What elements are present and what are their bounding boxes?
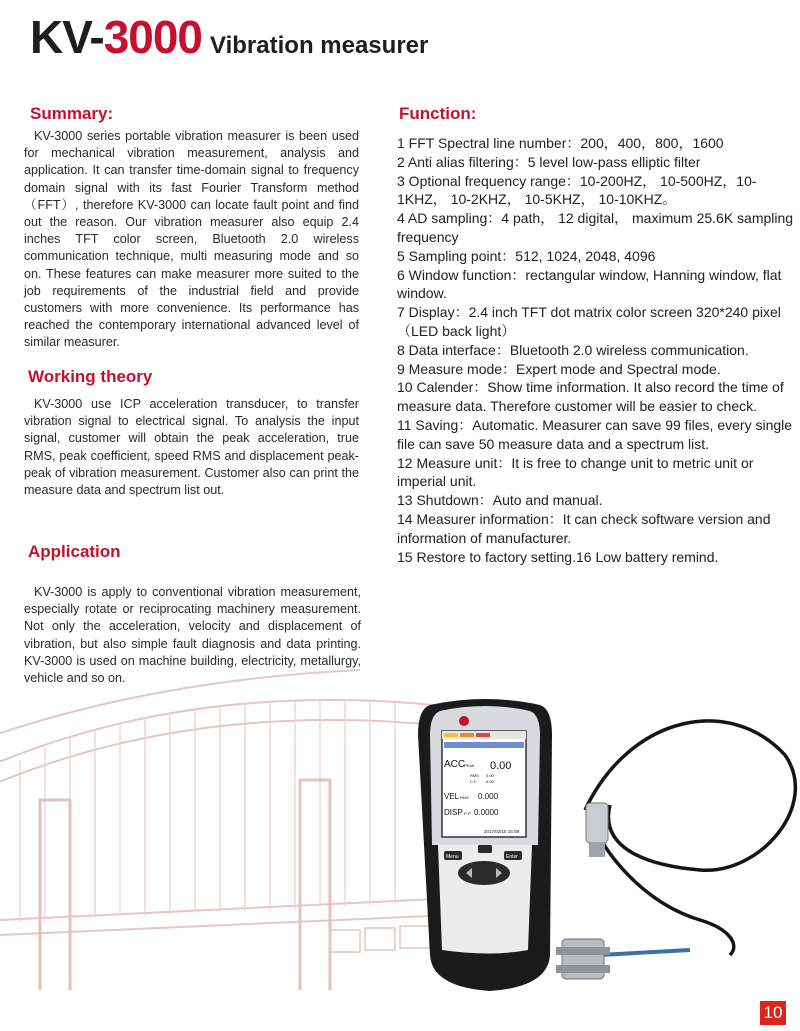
screen-acc-label: ACC xyxy=(444,759,466,770)
page-number-badge: 10 xyxy=(760,1001,786,1025)
list-item: 7 Display：2.4 inch TFT dot matrix color screen 320*240 pixel（LED back light） xyxy=(397,304,781,339)
application-heading: Application xyxy=(28,542,121,561)
working-theory-heading: Working theory xyxy=(28,367,153,386)
list-item: 11 Saving：Automatic. Measurer can save 99 files, every single file can save 50 measure data and a spectrum list. xyxy=(397,416,793,452)
device-screen xyxy=(442,731,526,837)
screen-vel-label: VEL xyxy=(444,792,460,801)
function-heading: Function: xyxy=(399,104,477,123)
screen-cf-label: C.F. xyxy=(470,779,478,784)
screen-vel-value: 0.000 xyxy=(478,792,499,801)
page-title xyxy=(30,10,428,70)
summary-heading: Summary: xyxy=(30,104,114,123)
screen-datetime: 2017/02/15 16:08 xyxy=(484,829,520,834)
screen-disp-value: 0.0000 xyxy=(474,808,499,817)
screen-disp-sub: P-P xyxy=(464,811,471,816)
screen-cf-value: 0.00 xyxy=(486,779,494,784)
enter-key-label: Enter xyxy=(506,854,518,860)
list-item: 4 AD sampling：4 path， 12 digital， maximum 25.6K sampling frequency xyxy=(397,210,794,245)
list-item: 13 Shutdown：Auto and manual. xyxy=(397,492,603,509)
list-item: 14 Measurer information：It can check software version and information of manufacturer. xyxy=(397,510,771,546)
list-item: 12 Measure unit：It is free to change unit to metric unit or imperial unit. xyxy=(397,454,754,490)
list-item: 9 Measure mode：Expert mode and Spectral mode. xyxy=(397,360,721,377)
list-item: 3 Optional frequency range：10-200HZ， 10-500HZ，10-1KHZ， 10-2KHZ， 10-5KHZ， 10-10KHZ。 xyxy=(397,172,757,208)
list-item: 5 Sampling point：512, 1024, 2048, 4096 xyxy=(397,247,656,264)
list-item: 15 Restore to factory setting.16 Low battery remind. xyxy=(397,548,719,565)
screen-vel-sub: RMS xyxy=(460,795,469,800)
screen-acc-value: 0.00 xyxy=(490,760,512,772)
list-item: 6 Window function：rectangular window, Hanning window, flat window. xyxy=(397,266,782,302)
function-list xyxy=(397,134,797,566)
acceleration-sensor xyxy=(556,939,610,979)
screen-rms-value: 0.00 xyxy=(486,773,494,778)
vibration-meter-photo xyxy=(400,695,800,995)
model-number: 3000 xyxy=(103,11,203,63)
sensor-cable xyxy=(585,721,795,870)
working-theory-text: KV-3000 use ICP acceleration transducer, to transfer vibration signal to electrical signal. To analysis the input signal, customer will obtain the peak acceleration, true RMS, peak coefficient, speed RMS and displacement peak-peak of vibration measurement. Customer also can print the measure data and spectrum list out. xyxy=(24,397,359,498)
list-item: 2 Anti alias filtering：5 level low-pass elliptic filter xyxy=(397,153,701,170)
list-item: 1 FFT Spectral line number：200，400，800，1600 xyxy=(397,135,724,151)
model-prefix: KV- xyxy=(30,11,104,63)
screen-disp-label: DISP xyxy=(444,808,463,817)
list-item: 8 Data interface：Bluetooth 2.0 wireless communication. xyxy=(397,341,749,358)
menu-key-label: Menu xyxy=(446,854,459,860)
screen-rms-label: RMS xyxy=(470,773,479,778)
screen-acc-sub: PEAK xyxy=(464,763,475,768)
page-subtitle: Vibration measurer xyxy=(210,32,429,59)
list-item: 10 Calender：Show time information. It also record the time of measure data. Therefore customer will be easier to check. xyxy=(397,379,784,415)
application-text: KV-3000 is apply to conventional vibration measurement, especially rotate or reciprocating machinery measurement. Not only the acceleration, velocity and displacement of vibration, but also simple fault diagnosis and data printing. KV-3000 is used on machine building, electricity, metallurgy, vehicle and so on. xyxy=(24,585,361,686)
cable-connector xyxy=(586,803,608,857)
summary-text: KV-3000 series portable vibration measurer is been used for mechanical vibration measurement, analysis and application. It can transfer time-domain signal to frequency domain signal with its fast Fourier Transform method（FFT）, therefore KV-3000 can locate fault point and find out the reason. Our vibration measurer also equip 2.4 inches TFT color screen, Bluetooth 2.0 wireless communication technique, multi measuring mode and so on. These features can make measurer more suited to the job requirements of the industrial field and provide customers with more convenience. Its performance has reached the contemporary international advanced level of similar measurer. xyxy=(24,129,359,350)
